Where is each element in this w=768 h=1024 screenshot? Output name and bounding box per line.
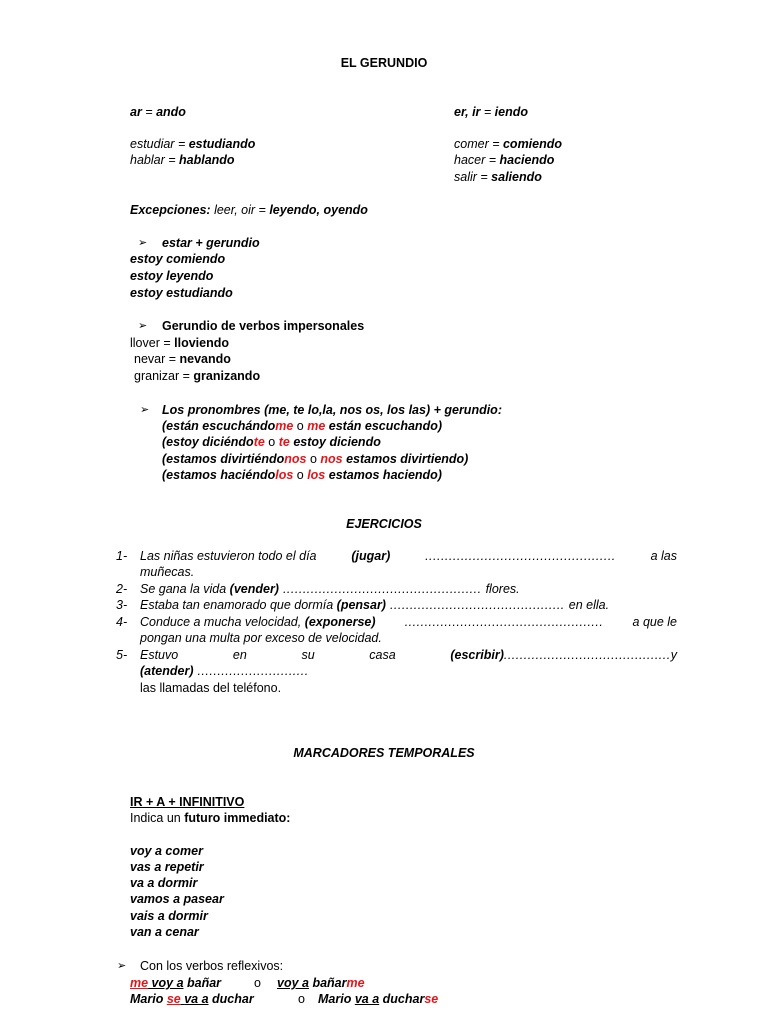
exercise-text: en ella. — [568, 598, 610, 612]
exercise-verb: (atender) — [140, 664, 194, 678]
infinitive: salir = — [454, 170, 492, 184]
ir-a-phrase: voy a — [148, 976, 184, 990]
exercise-continuation: pongan una multa por exceso de velocidad. — [140, 631, 382, 645]
connector-o: o — [254, 976, 261, 990]
infinitive: hablar = — [130, 153, 179, 167]
connector-o: o — [298, 992, 305, 1006]
arrow-bullet-icon: ➢ — [138, 237, 148, 249]
highlighted-pronoun: me — [275, 419, 294, 433]
ir-form: vais a dormir — [130, 909, 208, 923]
exercise-continuation: las llamadas del teléfono. — [140, 681, 282, 695]
indica-text: Indica un — [130, 811, 185, 825]
ir-form: va a dormir — [130, 876, 198, 890]
reflexive-example-1 — [130, 975, 221, 991]
impersonal-item — [130, 335, 229, 351]
pronoun-example — [162, 467, 442, 483]
ejercicios-heading: EJERCICIOS — [346, 517, 422, 531]
erir-value: iendo — [494, 105, 529, 119]
erir-example — [454, 169, 542, 185]
estar-example: estoy comiendo — [130, 252, 226, 266]
gerund: saliendo — [491, 170, 542, 184]
verb: bañar — [183, 976, 222, 990]
highlighted-pronoun: me — [307, 419, 326, 433]
exercise-number: 1- — [116, 549, 128, 563]
exercise-text: flores. — [485, 582, 520, 596]
subject: Mario — [318, 992, 355, 1006]
pronoun-example — [162, 418, 442, 434]
exercise-text: en — [232, 648, 247, 662]
ir-form: voy a comer — [130, 844, 203, 858]
gerund: granizando — [193, 369, 261, 383]
highlighted-pronoun: se — [424, 992, 439, 1006]
estar-heading: estar + gerundio — [162, 236, 260, 250]
gerund: haciendo — [499, 153, 555, 167]
exercise-1 — [140, 548, 677, 564]
highlighted-pronoun: nos — [284, 452, 307, 466]
exercise-verb: (escribir) — [450, 648, 504, 662]
estar-example: estoy leyendo — [130, 269, 214, 283]
arrow-bullet-icon: ➢ — [138, 320, 148, 332]
exercise-verb: (vender) — [229, 582, 279, 596]
exercise-text: Se gana la vida — [140, 582, 230, 596]
exercise-number: 2- — [116, 582, 128, 596]
verb: bañar — [308, 976, 347, 990]
connector-o: o — [293, 419, 308, 433]
example-part: (estamos haciéndo — [162, 468, 276, 482]
verb: duchar — [208, 992, 254, 1006]
impersonal-item — [134, 368, 260, 384]
highlighted-pronoun: me — [130, 976, 149, 990]
impersonal-heading: Gerundio de verbos impersonales — [162, 319, 365, 333]
exercise-text: casa — [369, 648, 396, 662]
marcadores-heading: MARCADORES TEMPORALES — [293, 746, 475, 760]
infinitive: nevar = — [134, 352, 180, 366]
highlighted-pronoun: nos — [320, 452, 343, 466]
highlighted-pronoun: se — [166, 992, 181, 1006]
arrow-bullet-icon: ➢ — [140, 404, 150, 416]
connector-o: o — [264, 435, 279, 449]
indica-line — [130, 810, 290, 826]
exercise-text: Conduce a mucha velocidad, — [140, 615, 305, 629]
exercise-5-line2 — [140, 663, 309, 679]
exercise-5 — [140, 647, 677, 663]
exceptions-label: Excepciones: — [130, 203, 211, 217]
verb: duchar — [379, 992, 425, 1006]
impersonal-item — [134, 351, 231, 367]
reflexive-example-1b — [277, 975, 365, 991]
exercise-4 — [140, 614, 677, 630]
example-part: (están escuchándo — [162, 419, 276, 433]
ir-form: vas a repetir — [130, 860, 204, 874]
highlighted-pronoun: los — [307, 468, 326, 482]
erir-equals: = — [480, 105, 495, 119]
gerund: nevando — [179, 352, 231, 366]
example-part: estamos divirtiendo) — [342, 452, 469, 466]
exercise-text: y — [670, 648, 677, 662]
highlighted-pronoun: te — [253, 435, 265, 449]
highlighted-pronoun: te — [278, 435, 290, 449]
ar-ending — [130, 104, 186, 120]
pronoun-example — [162, 451, 468, 467]
gerund: estudiando — [188, 137, 256, 151]
exercise-verb: (exponerse) — [304, 615, 376, 629]
example-part: están escuchando) — [325, 419, 442, 433]
infinitive: llover = — [130, 336, 175, 350]
answer-blank[interactable]: .................................................. — [278, 582, 486, 596]
answer-blank[interactable]: .......................................... — [503, 648, 671, 662]
exercise-verb: (pensar) — [336, 598, 386, 612]
ar-example — [130, 136, 255, 152]
reflexive-example-2 — [130, 991, 254, 1007]
exceptions-forms: leyendo, oyendo — [269, 203, 368, 217]
exercise-number: 3- — [116, 598, 128, 612]
reflexive-heading: Con los verbos reflexivos: — [140, 959, 284, 973]
infinitive: estudiar = — [130, 137, 189, 151]
ar-equals: = — [141, 105, 157, 119]
answer-blank[interactable]: .................................................. — [404, 615, 604, 629]
gerund: lloviendo — [174, 336, 229, 350]
erir-example — [454, 136, 562, 152]
pronoun-example — [162, 434, 381, 450]
ir-a-infinitivo-heading: IR + A + INFINITIVO — [130, 795, 245, 809]
ar-value: ando — [156, 105, 186, 119]
ir-form: vamos a pasear — [130, 892, 224, 906]
erir-example — [454, 152, 554, 168]
ar-label: ar — [130, 105, 142, 119]
exercise-text: su — [301, 648, 315, 662]
exceptions-verbs: leer, oir = — [210, 203, 270, 217]
exercise-text: Estuvo — [140, 648, 179, 662]
exceptions-line — [130, 202, 368, 218]
infinitive: hacer = — [454, 153, 500, 167]
estar-example: estoy estudiando — [130, 286, 233, 300]
arrow-bullet-icon: ➢ — [117, 960, 127, 972]
infinitive: comer = — [454, 137, 503, 151]
subject: Mario — [130, 992, 167, 1006]
exercise-2 — [140, 581, 520, 597]
connector-o: o — [306, 452, 321, 466]
highlighted-pronoun: me — [346, 976, 365, 990]
exercise-text: a las — [650, 549, 677, 563]
ir-a-phrase: va a — [184, 992, 209, 1006]
exercise-verb: (jugar) — [351, 549, 391, 563]
reflexive-example-2b — [318, 991, 438, 1007]
answer-blank[interactable]: ............................ — [193, 664, 309, 678]
gerund: hablando — [179, 153, 235, 167]
example-part: (estoy diciéndo — [162, 435, 254, 449]
erir-label: er, ir — [454, 105, 481, 119]
highlighted-pronoun: los — [275, 468, 294, 482]
exercise-number: 5- — [116, 648, 128, 662]
exercise-text: a que le — [632, 615, 677, 629]
pronouns-heading: Los pronombres (me, te lo,la, nos os, los las) + gerundio: — [162, 403, 502, 417]
erir-ending — [454, 104, 528, 120]
exercise-continuation: muñecas. — [140, 565, 195, 579]
ir-form: van a cenar — [130, 925, 199, 939]
exercise-text: Estaba tan enamorado que dormía — [140, 598, 337, 612]
exercise-text: Las niñas estuvieron todo el día — [140, 549, 317, 563]
example-part: estoy diciendo — [289, 435, 381, 449]
exercise-3 — [140, 597, 609, 613]
example-part: estamos haciendo) — [325, 468, 442, 482]
page-title: EL GERUNDIO — [340, 56, 428, 70]
ir-a-phrase: voy a — [277, 976, 309, 990]
exercise-number: 4- — [116, 615, 128, 629]
answer-blank[interactable]: ................................................ — [425, 549, 616, 563]
connector-o: o — [293, 468, 308, 482]
ir-a-phrase: va a — [354, 992, 380, 1006]
answer-blank[interactable]: ............................................ — [385, 598, 569, 612]
ar-example — [130, 152, 235, 168]
indica-bold: futuro immediato: — [184, 811, 291, 825]
example-part: (estamos divirtiéndo — [162, 452, 285, 466]
gerund: comiendo — [502, 137, 563, 151]
infinitive: granizar = — [134, 369, 194, 383]
